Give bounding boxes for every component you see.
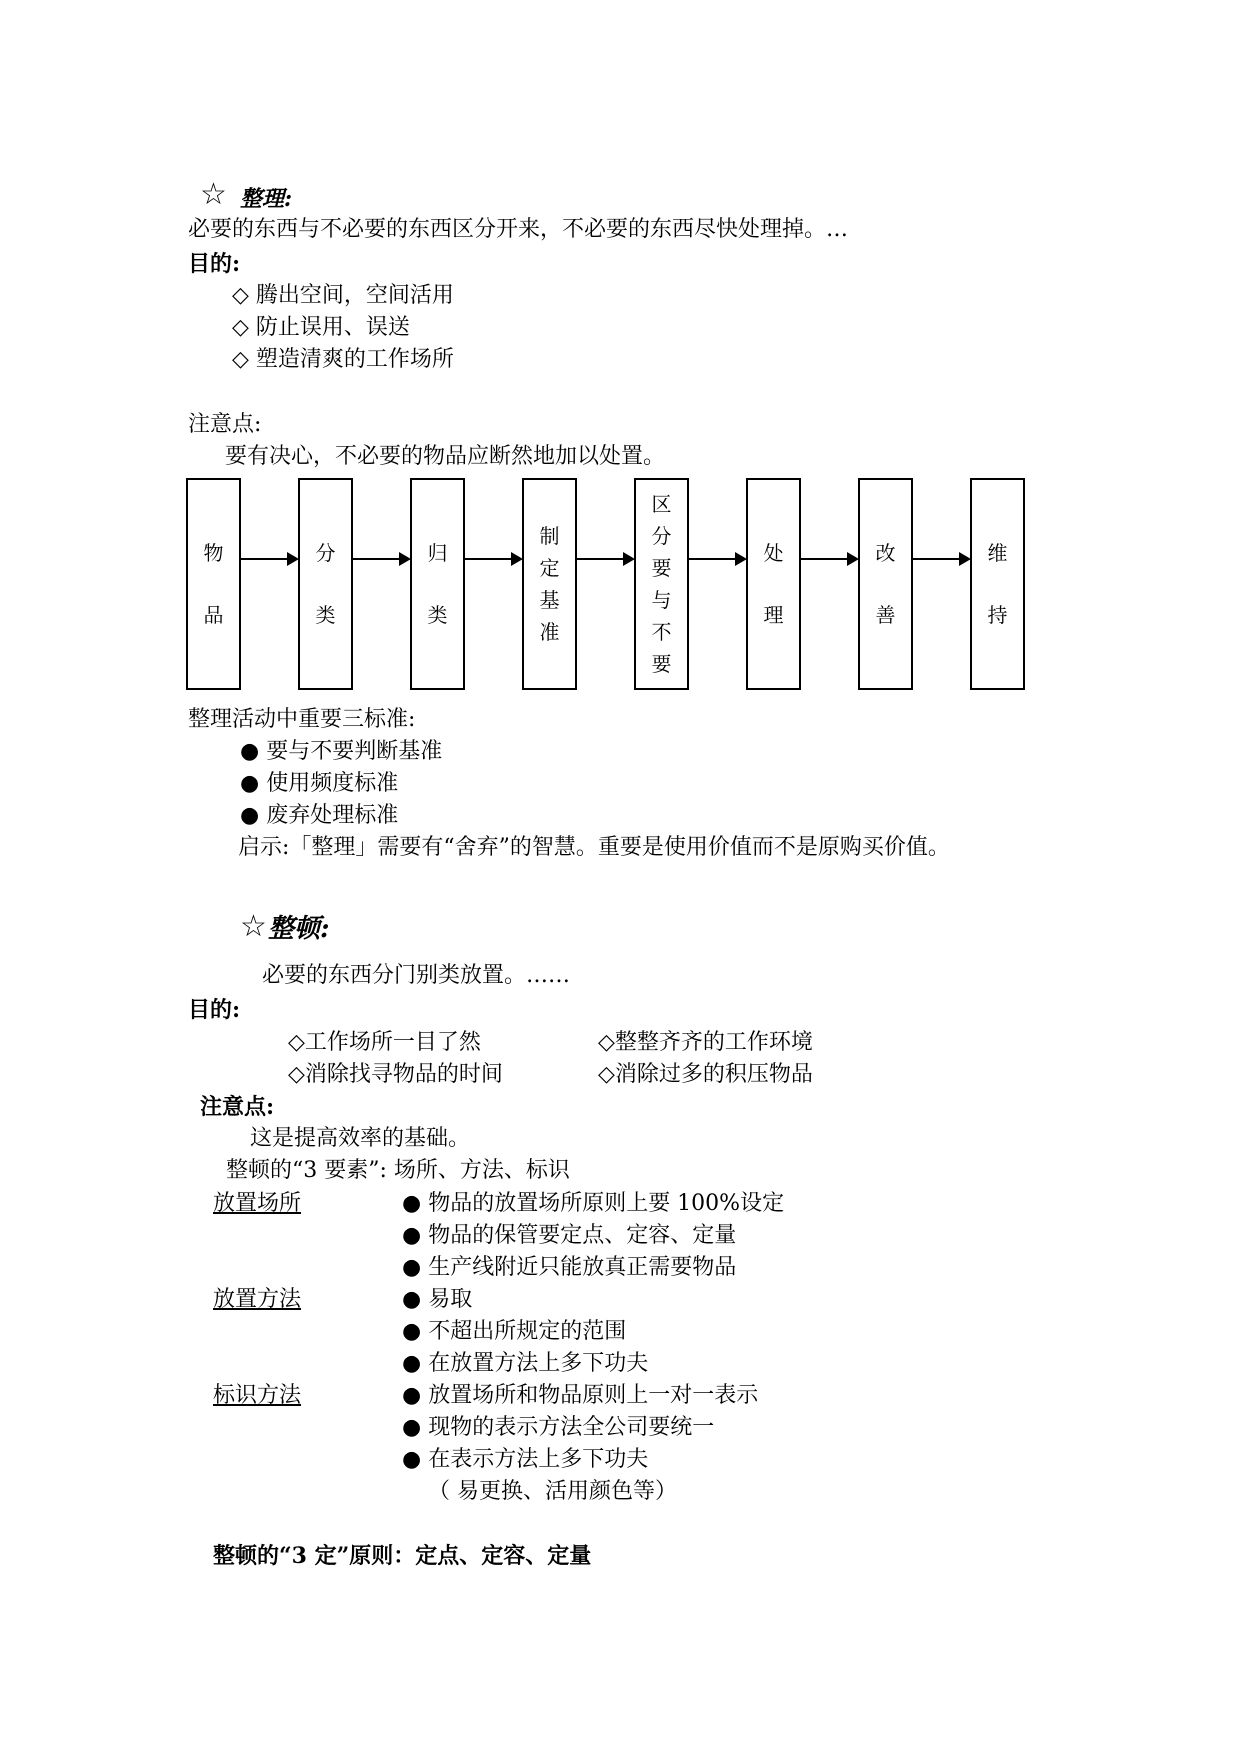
flow-char: 持 xyxy=(987,603,1008,627)
flow-char: 善 xyxy=(875,603,896,627)
flow-char: 物 xyxy=(203,541,224,565)
flow-char: 改 xyxy=(875,541,896,565)
flow-char: 要 xyxy=(651,556,672,580)
seiton-purpose-item: ◇整整齐齐的工作环境 xyxy=(598,1030,813,1055)
seiri-purpose-item: ◇ 塑造清爽的工作场所 xyxy=(232,347,454,372)
group-label-location: 放置场所 xyxy=(213,1191,302,1216)
flow-char: 分 xyxy=(315,541,336,565)
seiri-purpose-item: ◇ 腾出空间，空间活用 xyxy=(232,283,454,308)
flow-char: 类 xyxy=(427,603,448,627)
seiri-standard-item: ● 使用频度标准 xyxy=(240,771,399,796)
flow-arrow xyxy=(577,558,633,560)
seiri-standard-item: ● 废弃处理标准 xyxy=(240,803,399,828)
flow-step xyxy=(186,478,241,690)
seiri-standard-item: ● 要与不要判断基准 xyxy=(240,739,443,764)
seiri-standards-label: 整理活动中重要三标准: xyxy=(188,707,416,732)
flow-char: 品 xyxy=(203,603,224,627)
seiton-elements-title: 整顿的“3 要素”: 场所、方法、标识 xyxy=(226,1158,570,1183)
section-title-seiton: 整顿: xyxy=(268,914,330,944)
seiton-purpose-item: ◇工作场所一目了然 xyxy=(288,1030,481,1055)
group-item: ● 物品的放置场所原则上要 100%设定 xyxy=(402,1191,785,1216)
flow-char: 不 xyxy=(651,620,672,644)
seiri-purpose-label: 目的: xyxy=(188,251,241,277)
group-item: ● 在表示方法上多下功夫 xyxy=(402,1447,649,1472)
group-item: ● 物品的保管要定点、定容、定量 xyxy=(402,1223,737,1248)
flow-char: 定 xyxy=(539,556,560,580)
group-label-labeling: 标识方法 xyxy=(213,1383,302,1408)
flow-char: 分 xyxy=(651,524,672,548)
flow-char: 理 xyxy=(763,603,784,627)
flow-arrow xyxy=(353,558,409,560)
flow-arrow xyxy=(241,558,297,560)
star-icon: ☆ xyxy=(200,177,227,212)
seiton-notes-label: 注意点: xyxy=(200,1094,275,1120)
flow-step xyxy=(746,478,801,690)
seiri-purpose-item: ◇ 防止误用、误送 xyxy=(232,315,410,340)
group-label-method: 放置方法 xyxy=(213,1287,302,1312)
flow-step xyxy=(858,478,913,690)
seiton-principle: 整顿的“3 定”原则：定点、定容、定量 xyxy=(213,1543,592,1569)
flow-char: 归 xyxy=(427,541,448,565)
section-title-seiri: 整理: xyxy=(240,186,293,212)
flow-step xyxy=(410,478,465,690)
flow-char: 区 xyxy=(651,492,672,516)
flow-step xyxy=(634,478,689,690)
flow-step xyxy=(298,478,353,690)
seiton-purpose-item: ◇消除过多的积压物品 xyxy=(598,1062,813,1087)
flow-char: 制 xyxy=(539,524,560,548)
flow-step xyxy=(970,478,1025,690)
seiton-notes-text: 这是提高效率的基础。 xyxy=(250,1126,471,1151)
group-item: ● 在放置方法上多下功夫 xyxy=(402,1351,649,1376)
flow-step xyxy=(522,478,577,690)
seiri-notes-label: 注意点: xyxy=(188,412,262,437)
group-item: ● 放置场所和物品原则上一对一表示 xyxy=(402,1383,759,1408)
group-item: ● 易取 xyxy=(402,1287,473,1312)
flow-char: 处 xyxy=(763,541,784,565)
group-item: ● 不超出所规定的范围 xyxy=(402,1319,627,1344)
group-item: ● 生产线附近只能放真正需要物品 xyxy=(402,1255,737,1280)
seiri-notes-text: 要有决心，不必要的物品应断然地加以处置。 xyxy=(225,444,666,469)
seiton-purpose-item: ◇消除找寻物品的时间 xyxy=(288,1062,503,1087)
star-icon: ☆ xyxy=(240,909,267,944)
group-item: ● 现物的表示方法全公司要统一 xyxy=(402,1415,715,1440)
flow-arrow xyxy=(913,558,969,560)
seiton-definition: 必要的东西分门别类放置。…… xyxy=(262,963,571,988)
flow-char: 要 xyxy=(651,652,672,676)
flow-char: 准 xyxy=(539,620,560,644)
seiri-definition: 必要的东西与不必要的东西区分开来，不必要的东西尽快处理掉。… xyxy=(188,217,849,242)
flow-arrow xyxy=(689,558,745,560)
flow-arrow xyxy=(801,558,857,560)
paren-note: （ 易更换、活用颜色等） xyxy=(428,1479,677,1504)
seiri-hint: 启示:「整理」需要有“舍弃”的智慧。重要是使用价值而不是原购买价值。 xyxy=(238,835,950,860)
flow-char: 类 xyxy=(315,603,336,627)
flow-arrow xyxy=(465,558,521,560)
flow-char: 维 xyxy=(987,541,1008,565)
seiton-purpose-label: 目的: xyxy=(188,997,241,1023)
flow-char: 基 xyxy=(539,588,560,612)
flow-char: 与 xyxy=(651,588,672,612)
